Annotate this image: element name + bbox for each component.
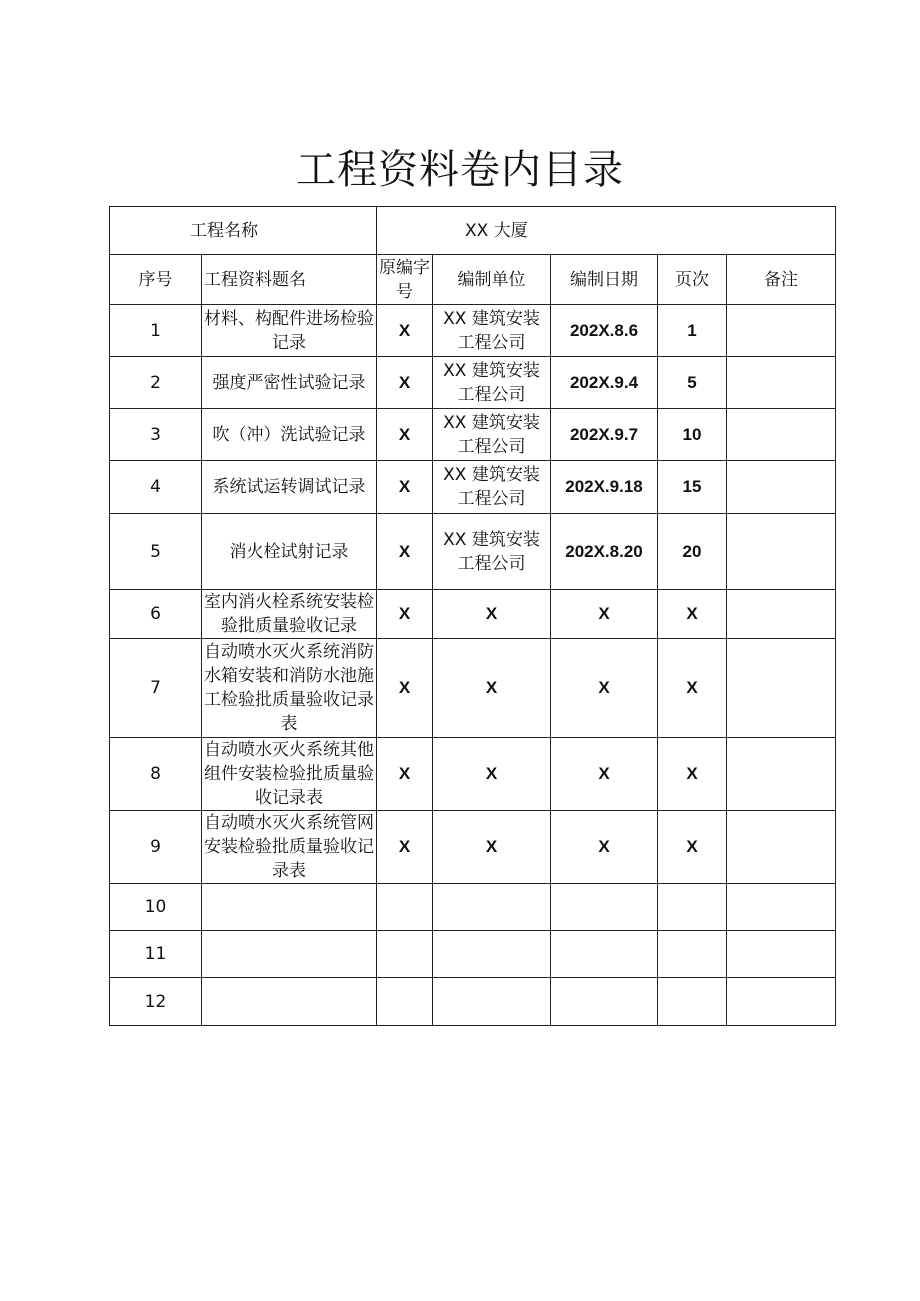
row-note — [727, 305, 836, 357]
table-row — [110, 305, 836, 357]
row-orig — [377, 884, 433, 931]
row-pages: 5 — [658, 357, 727, 409]
row-note — [727, 409, 836, 461]
row-name: 自动喷水灭火系统管网安装检验批质量验收记录表 — [202, 811, 377, 884]
row-orig: X — [377, 590, 433, 639]
header-seq: 序号 — [110, 255, 202, 305]
row-note — [727, 639, 836, 738]
table-row — [110, 514, 836, 590]
table-row — [110, 811, 836, 884]
row-orig: X — [377, 409, 433, 461]
table-row — [110, 738, 836, 811]
catalog-table — [109, 206, 836, 1026]
row-pages: X — [658, 639, 727, 738]
row-note — [727, 357, 836, 409]
project-name-label: 工程名称 — [110, 207, 377, 255]
table-row — [110, 409, 836, 461]
row-pages — [658, 978, 727, 1026]
table-row — [110, 931, 836, 978]
row-pages: X — [658, 590, 727, 639]
row-name: 室内消火栓系统安装检验批质量验收记录 — [202, 590, 377, 639]
row-note — [727, 884, 836, 931]
row-seq: 4 — [110, 461, 202, 514]
row-seq: 2 — [110, 357, 202, 409]
row-date — [551, 884, 658, 931]
row-unit: X — [433, 639, 551, 738]
row-note — [727, 931, 836, 978]
header-orig: 原编字号 — [377, 255, 433, 305]
row-note — [727, 978, 836, 1026]
row-orig — [377, 978, 433, 1026]
row-pages: 20 — [658, 514, 727, 590]
table-row — [110, 978, 836, 1026]
row-date: 202X.9.18 — [551, 461, 658, 514]
row-pages — [658, 931, 727, 978]
row-orig: X — [377, 357, 433, 409]
row-seq: 6 — [110, 590, 202, 639]
row-name: 强度严密性试验记录 — [202, 357, 377, 409]
header-note: 备注 — [727, 255, 836, 305]
row-name — [202, 884, 377, 931]
row-unit: XX 建筑安装工程公司 — [433, 305, 551, 357]
row-name: 吹（冲）洗试验记录 — [202, 409, 377, 461]
row-date: 202X.8.20 — [551, 514, 658, 590]
row-seq: 5 — [110, 514, 202, 590]
row-name — [202, 978, 377, 1026]
table-row — [110, 357, 836, 409]
row-orig: X — [377, 514, 433, 590]
project-row — [110, 207, 836, 255]
row-note — [727, 461, 836, 514]
row-orig: X — [377, 738, 433, 811]
row-date: 202X.9.4 — [551, 357, 658, 409]
row-unit: X — [433, 590, 551, 639]
row-seq: 1 — [110, 305, 202, 357]
row-name: 自动喷水灭火系统消防水箱安装和消防水池施工检验批质量验收记录表 — [202, 639, 377, 738]
header-unit: 编制单位 — [433, 255, 551, 305]
row-unit: XX 建筑安装工程公司 — [433, 514, 551, 590]
row-seq: 8 — [110, 738, 202, 811]
row-pages: X — [658, 811, 727, 884]
row-pages: 15 — [658, 461, 727, 514]
row-date: X — [551, 811, 658, 884]
row-seq: 3 — [110, 409, 202, 461]
row-unit — [433, 931, 551, 978]
row-pages: 10 — [658, 409, 727, 461]
row-unit: XX 建筑安装工程公司 — [433, 357, 551, 409]
row-date: 202X.9.7 — [551, 409, 658, 461]
row-note — [727, 811, 836, 884]
row-seq: 7 — [110, 639, 202, 738]
row-name — [202, 931, 377, 978]
row-name: 自动喷水灭火系统其他组件安装检验批质量验收记录表 — [202, 738, 377, 811]
row-date: X — [551, 738, 658, 811]
table-row — [110, 461, 836, 514]
row-orig: X — [377, 461, 433, 514]
row-name: 系统试运转调试记录 — [202, 461, 377, 514]
table-row — [110, 639, 836, 738]
row-seq: 12 — [110, 978, 202, 1026]
row-note — [727, 738, 836, 811]
row-seq: 11 — [110, 931, 202, 978]
row-seq: 9 — [110, 811, 202, 884]
row-unit — [433, 978, 551, 1026]
row-orig: X — [377, 639, 433, 738]
header-row — [110, 255, 836, 305]
row-date: X — [551, 639, 658, 738]
row-name: 消火栓试射记录 — [202, 514, 377, 590]
row-name: 材料、构配件进场检验记录 — [202, 305, 377, 357]
row-date: X — [551, 590, 658, 639]
row-pages — [658, 884, 727, 931]
row-orig — [377, 931, 433, 978]
header-date: 编制日期 — [551, 255, 658, 305]
header-pages: 页次 — [658, 255, 727, 305]
row-date: 202X.8.6 — [551, 305, 658, 357]
table-row — [110, 884, 836, 931]
table-row — [110, 590, 836, 639]
row-unit: XX 建筑安装工程公司 — [433, 409, 551, 461]
row-orig: X — [377, 811, 433, 884]
header-name: 工程资料题名 — [202, 255, 377, 305]
row-date — [551, 978, 658, 1026]
row-pages: X — [658, 738, 727, 811]
row-note — [727, 514, 836, 590]
row-pages: 1 — [658, 305, 727, 357]
row-note — [727, 590, 836, 639]
page-title: 工程资料卷内目录 — [296, 147, 624, 193]
row-unit: X — [433, 811, 551, 884]
row-date — [551, 931, 658, 978]
row-seq: 10 — [110, 884, 202, 931]
row-unit: X — [433, 738, 551, 811]
row-unit: XX 建筑安装工程公司 — [433, 461, 551, 514]
row-unit — [433, 884, 551, 931]
project-name-value: XX 大厦 — [377, 207, 836, 255]
row-orig: X — [377, 305, 433, 357]
